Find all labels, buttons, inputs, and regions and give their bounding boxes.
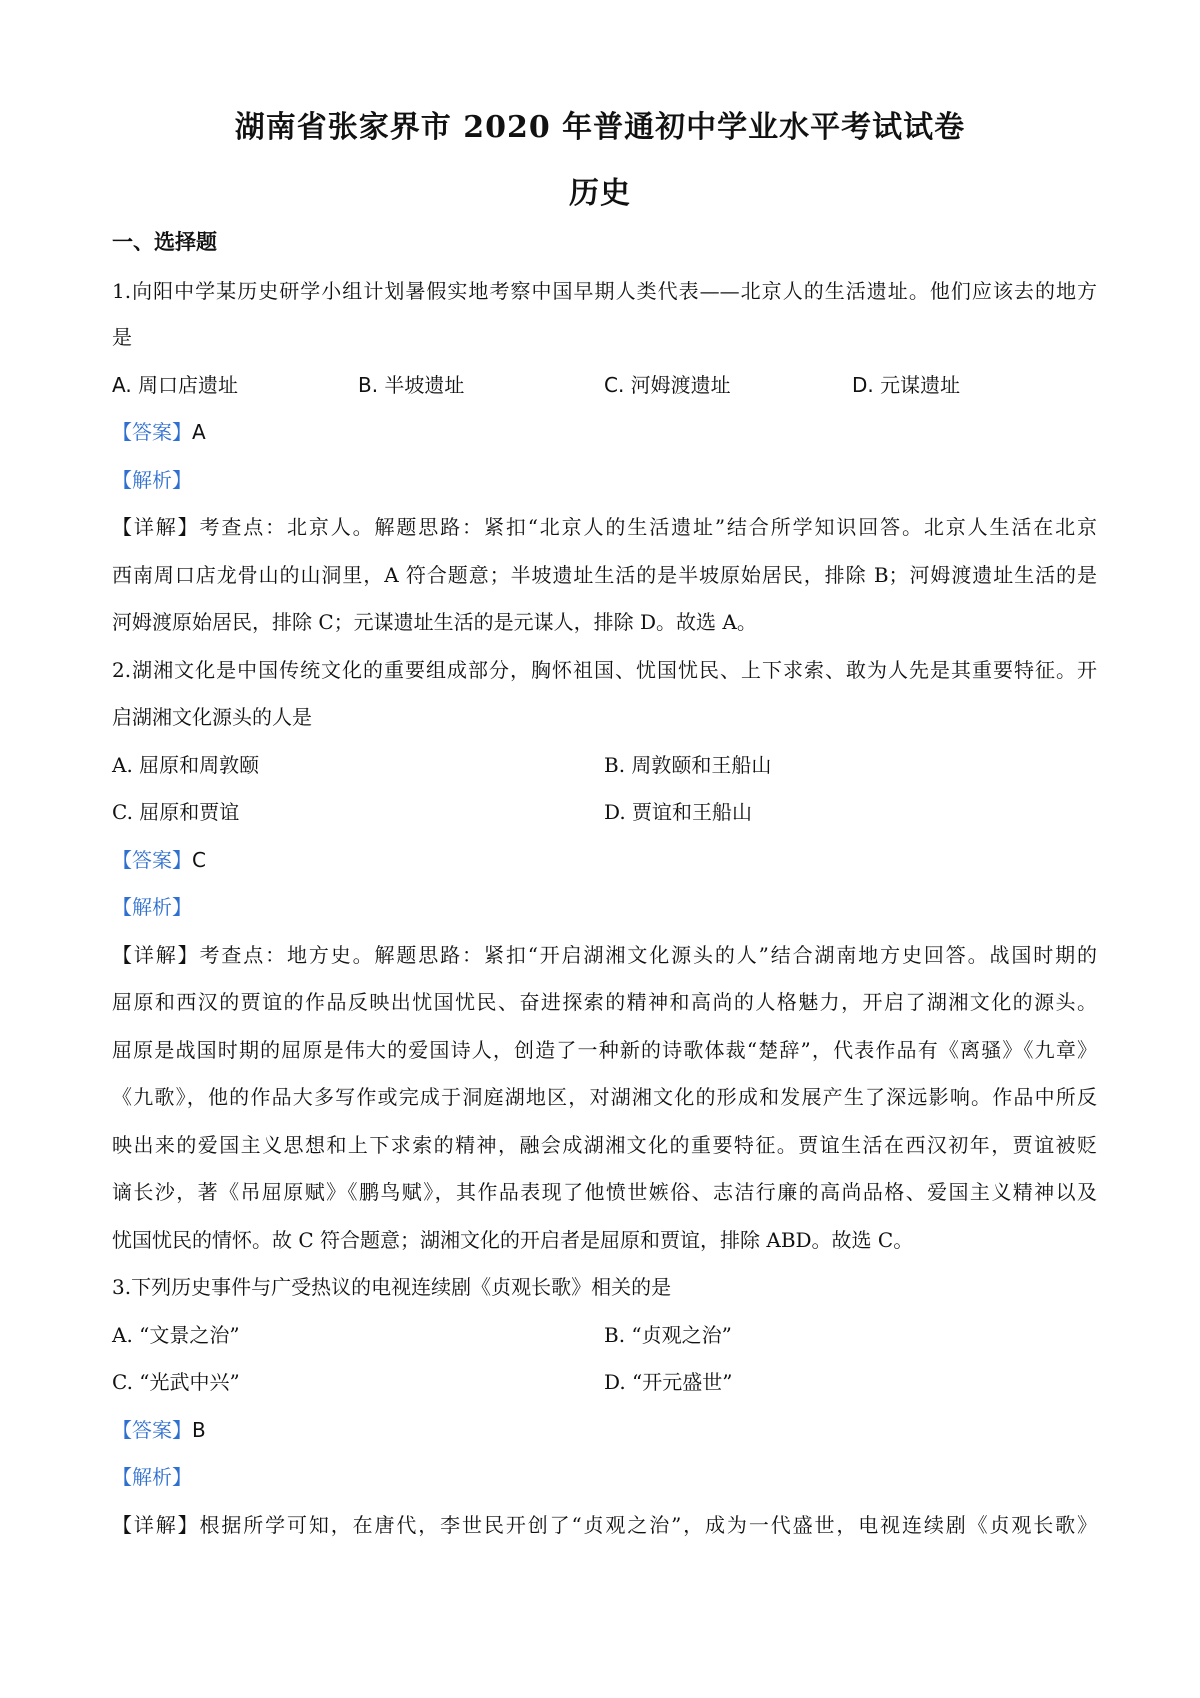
subject-title: 历史 bbox=[569, 176, 631, 211]
question-1-option-b: B. 半坡遗址 bbox=[358, 373, 465, 397]
section-heading: 一、选择题 bbox=[112, 229, 217, 254]
question-1-stem-line-1: 1.向阳中学某历史研学小组计划暑假实地考察中国早期人类代表——北京人的生活遗址。他们应该去的地方 bbox=[112, 279, 1097, 303]
question-1-option-d: D. 元谋遗址 bbox=[852, 373, 961, 397]
question-1-detail-line-3: 河姆渡原始居民，排除 C；元谋遗址生活的是元谋人，排除 D。故选 A。 bbox=[112, 610, 757, 634]
question-1-detail-line-1 bbox=[112, 512, 1097, 542]
question-3-option-d: D. “开元盛世” bbox=[604, 1370, 733, 1394]
question-2-detail-line-5: 映出来的爱国主义思想和上下求索的精神，融会成湖湘文化的重要特征。贾谊生活在西汉初年，贾谊被贬 bbox=[112, 1133, 1097, 1157]
question-2-answer bbox=[112, 845, 1097, 875]
question-3-option-b: B. “贞观之治” bbox=[604, 1323, 732, 1347]
detail-text: 考查点：北京人。解题思路：紧扣“北京人的生活遗址”结合所学知识回答。北京人生活在北京 bbox=[199, 515, 1097, 539]
question-2-option-a: A. 屈原和周敦颐 bbox=[112, 753, 260, 777]
question-1-option-c: C. 河姆渡遗址 bbox=[604, 373, 731, 397]
question-2-detail-line-2: 屈原和西汉的贾谊的作品反映出忧国忧民、奋进探索的精神和高尚的人格魅力，开启了湖湘文化的源头。 bbox=[112, 990, 1097, 1014]
answer-value: B bbox=[192, 1418, 206, 1442]
question-2-stem-line-2: 启湖湘文化源头的人是 bbox=[112, 705, 312, 729]
detail-tag: 【详解】 bbox=[112, 515, 200, 539]
question-2-analysis-tag: 【解析】 bbox=[112, 895, 192, 919]
page-title: 湖南省张家界市 2020 年普通初中学业水平考试试卷 bbox=[234, 110, 966, 145]
question-2-detail-line-6: 谪长沙，著《吊屈原赋》《鹏鸟赋》，其作品表现了他愤世嫉俗、志洁行廉的高尚品格、爱国主义精神以及 bbox=[112, 1180, 1097, 1204]
question-1-option-a: A. 周口店遗址 bbox=[112, 373, 239, 397]
question-1-detail-line-2: 西南周口店龙骨山的山洞里，A 符合题意；半坡遗址生活的是半坡原始居民，排除 B；河姆渡遗址生活的是 bbox=[112, 563, 1097, 587]
question-2-detail-line-7: 忧国忧民的情怀。故 C 符合题意；湖湘文化的开启者是屈原和贾谊，排除 ABD。故选 C。 bbox=[112, 1228, 914, 1252]
detail-tag: 【详解】 bbox=[112, 943, 200, 967]
question-2-option-b: B. 周敦颐和王船山 bbox=[604, 753, 772, 777]
answer-value: A bbox=[192, 420, 206, 444]
answer-value: C bbox=[192, 848, 206, 872]
answer-tag: 【答案】 bbox=[112, 420, 192, 444]
question-2-detail-line-1 bbox=[112, 940, 1097, 970]
detail-tag: 【详解】 bbox=[112, 1513, 200, 1537]
question-2-option-c: C. 屈原和贾谊 bbox=[112, 800, 240, 824]
detail-text: 根据所学可知，在唐代，李世民开创了“贞观之治”，成为一代盛世，电视连续剧《贞观长歌》 bbox=[199, 1513, 1097, 1537]
question-1-stem-line-2: 是 bbox=[112, 325, 132, 349]
question-2-detail-line-3: 屈原是战国时期的屈原是伟大的爱国诗人，创造了一种新的诗歌体裁“楚辞”，代表作品有《离骚》《九章》 bbox=[112, 1038, 1097, 1062]
question-2-detail-line-4: 《九歌》，他的作品大多写作或完成于洞庭湖地区，对湖湘文化的形成和发展产生了深远影响。作品中所反 bbox=[112, 1085, 1097, 1109]
question-3-answer bbox=[112, 1415, 1097, 1445]
question-2-stem-line-1: 2.湖湘文化是中国传统文化的重要组成部分，胸怀祖国、忧国忧民、上下求索、敢为人先是其重要特征。开 bbox=[112, 658, 1097, 682]
answer-tag: 【答案】 bbox=[112, 1418, 192, 1442]
question-3-detail-line-1 bbox=[112, 1510, 1097, 1540]
answer-tag: 【答案】 bbox=[112, 848, 192, 872]
question-2-option-d: D. 贾谊和王船山 bbox=[604, 800, 753, 824]
detail-text: 考查点：地方史。解题思路：紧扣“开启湖湘文化源头的人”结合湖南地方史回答。战国时期的 bbox=[199, 943, 1097, 967]
question-1-answer bbox=[112, 417, 1097, 447]
question-3-option-c: C. “光武中兴” bbox=[112, 1370, 240, 1394]
question-3-option-a: A. “文景之治” bbox=[112, 1323, 240, 1347]
question-3-stem-line-1: 3.下列历史事件与广受热议的电视连续剧《贞观长歌》相关的是 bbox=[112, 1275, 672, 1299]
question-3-analysis-tag: 【解析】 bbox=[112, 1465, 192, 1489]
question-1-analysis-tag: 【解析】 bbox=[112, 468, 192, 492]
